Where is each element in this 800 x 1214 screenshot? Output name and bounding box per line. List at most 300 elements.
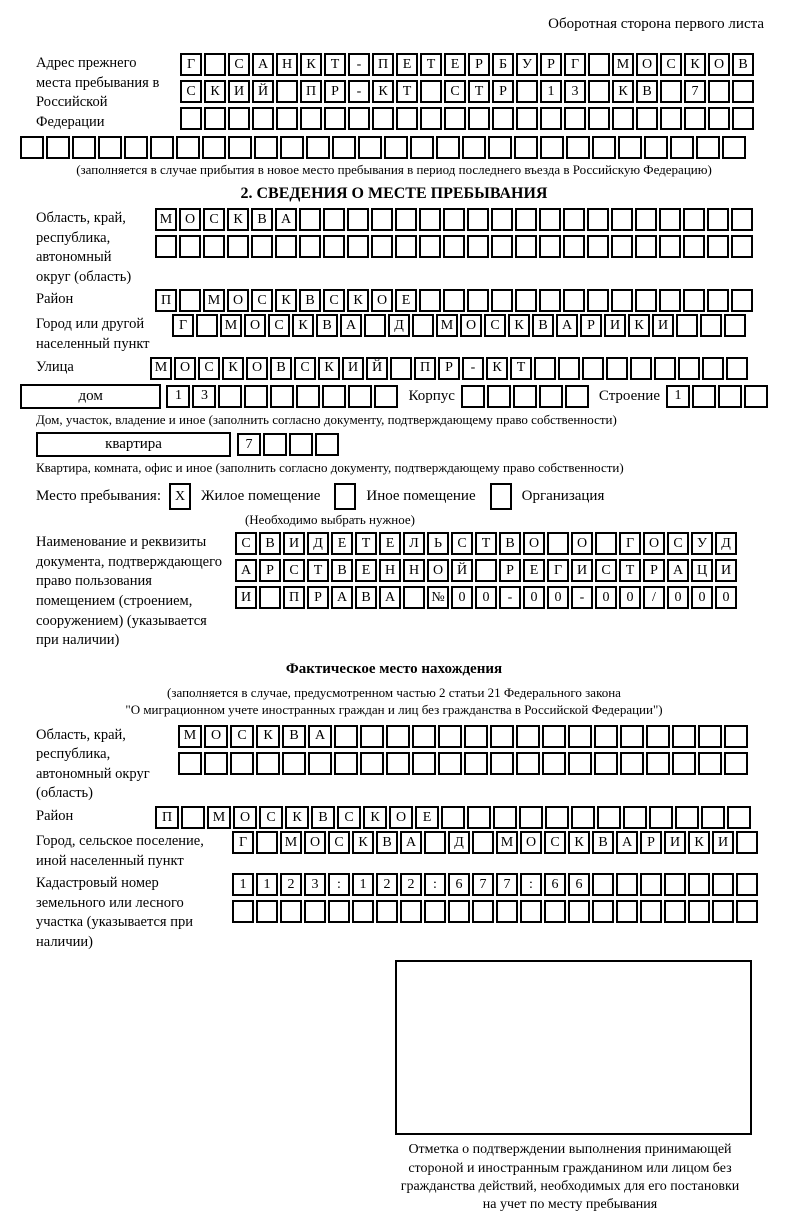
char-cell[interactable]: [308, 752, 332, 775]
char-cell[interactable]: К: [684, 53, 706, 76]
char-cell[interactable]: [702, 357, 724, 380]
char-cell[interactable]: С: [660, 53, 682, 76]
char-cell[interactable]: [289, 433, 313, 456]
char-cell[interactable]: А: [556, 314, 578, 337]
char-cell[interactable]: [20, 136, 44, 159]
char-cell[interactable]: [516, 80, 538, 103]
char-cell[interactable]: [244, 385, 268, 408]
char-cell[interactable]: Р: [643, 559, 665, 582]
char-cell[interactable]: [150, 136, 174, 159]
char-cell[interactable]: П: [372, 53, 394, 76]
char-cell[interactable]: [571, 806, 595, 829]
char-cell[interactable]: М: [280, 831, 302, 854]
char-cell[interactable]: [467, 235, 489, 258]
char-cell[interactable]: 0: [547, 586, 569, 609]
char-cell[interactable]: [412, 752, 436, 775]
char-cell[interactable]: С: [230, 725, 254, 748]
char-cell[interactable]: [390, 357, 412, 380]
char-cell[interactable]: [659, 289, 681, 312]
char-cell[interactable]: С: [180, 80, 202, 103]
char-cell[interactable]: [736, 900, 758, 923]
char-cell[interactable]: [396, 107, 418, 130]
char-cell[interactable]: О: [523, 532, 545, 555]
char-cell[interactable]: -: [499, 586, 521, 609]
char-cell[interactable]: [539, 208, 561, 231]
char-cell[interactable]: [660, 107, 682, 130]
char-cell[interactable]: [348, 385, 372, 408]
char-cell[interactable]: [542, 725, 566, 748]
char-cell[interactable]: К: [486, 357, 508, 380]
char-cell[interactable]: С: [268, 314, 290, 337]
char-cell[interactable]: [180, 107, 202, 130]
char-cell[interactable]: Г: [547, 559, 569, 582]
char-cell[interactable]: [176, 136, 200, 159]
char-cell[interactable]: В: [355, 586, 377, 609]
char-cell[interactable]: К: [568, 831, 590, 854]
char-cell[interactable]: Р: [492, 80, 514, 103]
char-cell[interactable]: 2: [280, 873, 302, 896]
char-cell[interactable]: 2: [376, 873, 398, 896]
char-cell[interactable]: 0: [523, 586, 545, 609]
char-cell[interactable]: Г: [172, 314, 194, 337]
char-cell[interactable]: К: [275, 289, 297, 312]
char-cell[interactable]: [395, 235, 417, 258]
char-cell[interactable]: [675, 806, 699, 829]
char-cell[interactable]: К: [227, 208, 249, 231]
char-cell[interactable]: [616, 900, 638, 923]
char-cell[interactable]: [299, 208, 321, 231]
char-cell[interactable]: [611, 289, 633, 312]
char-cell[interactable]: [323, 208, 345, 231]
char-cell[interactable]: [490, 725, 514, 748]
char-cell[interactable]: [718, 385, 742, 408]
char-cell[interactable]: [587, 235, 609, 258]
char-cell[interactable]: [300, 107, 322, 130]
char-cell[interactable]: К: [688, 831, 710, 854]
char-cell[interactable]: [731, 235, 753, 258]
char-cell[interactable]: К: [285, 806, 309, 829]
char-cell[interactable]: В: [532, 314, 554, 337]
char-cell[interactable]: [515, 235, 537, 258]
char-cell[interactable]: [467, 208, 489, 231]
char-cell[interactable]: Т: [355, 532, 377, 555]
char-cell[interactable]: 7: [684, 80, 706, 103]
char-cell[interactable]: Р: [324, 80, 346, 103]
char-cell[interactable]: П: [155, 806, 179, 829]
char-cell[interactable]: [263, 433, 287, 456]
char-cell[interactable]: Р: [468, 53, 490, 76]
char-cell[interactable]: :: [424, 873, 446, 896]
char-cell[interactable]: [649, 806, 673, 829]
char-cell[interactable]: [664, 900, 686, 923]
char-cell[interactable]: О: [227, 289, 249, 312]
char-cell[interactable]: [566, 136, 590, 159]
char-cell[interactable]: [475, 559, 497, 582]
char-cell[interactable]: [635, 235, 657, 258]
char-cell[interactable]: М: [436, 314, 458, 337]
char-cell[interactable]: [692, 385, 716, 408]
char-cell[interactable]: О: [233, 806, 257, 829]
char-cell[interactable]: [259, 586, 281, 609]
char-cell[interactable]: [594, 725, 618, 748]
char-cell[interactable]: С: [667, 532, 689, 555]
char-cell[interactable]: М: [496, 831, 518, 854]
char-cell[interactable]: [635, 289, 657, 312]
char-cell[interactable]: Н: [403, 559, 425, 582]
char-cell[interactable]: [488, 136, 512, 159]
char-cell[interactable]: [514, 136, 538, 159]
char-cell[interactable]: [306, 136, 330, 159]
char-cell[interactable]: С: [323, 289, 345, 312]
char-cell[interactable]: [332, 136, 356, 159]
char-cell[interactable]: К: [628, 314, 650, 337]
char-cell[interactable]: Г: [180, 53, 202, 76]
char-cell[interactable]: И: [715, 559, 737, 582]
char-cell[interactable]: [588, 80, 610, 103]
char-cell[interactable]: [540, 107, 562, 130]
char-cell[interactable]: [712, 873, 734, 896]
char-cell[interactable]: М: [150, 357, 172, 380]
char-cell[interactable]: О: [708, 53, 730, 76]
char-cell[interactable]: [732, 80, 754, 103]
char-cell[interactable]: К: [347, 289, 369, 312]
char-cell[interactable]: [179, 289, 201, 312]
char-cell[interactable]: [635, 208, 657, 231]
char-cell[interactable]: [72, 136, 96, 159]
char-cell[interactable]: В: [499, 532, 521, 555]
char-cell[interactable]: [251, 235, 273, 258]
char-cell[interactable]: С: [595, 559, 617, 582]
char-cell[interactable]: [376, 900, 398, 923]
char-cell[interactable]: С: [235, 532, 257, 555]
char-cell[interactable]: [660, 80, 682, 103]
char-cell[interactable]: [270, 385, 294, 408]
char-cell[interactable]: [568, 900, 590, 923]
char-cell[interactable]: [467, 806, 491, 829]
char-cell[interactable]: В: [331, 559, 353, 582]
char-cell[interactable]: [490, 752, 514, 775]
char-cell[interactable]: [256, 831, 278, 854]
char-cell[interactable]: [204, 53, 226, 76]
char-cell[interactable]: Т: [420, 53, 442, 76]
char-cell[interactable]: В: [311, 806, 335, 829]
char-cell[interactable]: У: [516, 53, 538, 76]
char-cell[interactable]: [410, 136, 434, 159]
char-cell[interactable]: [539, 235, 561, 258]
char-cell[interactable]: И: [235, 586, 257, 609]
char-cell[interactable]: [276, 80, 298, 103]
char-cell[interactable]: Ц: [691, 559, 713, 582]
char-cell[interactable]: [664, 873, 686, 896]
char-cell[interactable]: В: [636, 80, 658, 103]
char-cell[interactable]: [726, 357, 748, 380]
char-cell[interactable]: [696, 136, 720, 159]
char-cell[interactable]: [683, 208, 705, 231]
char-cell[interactable]: [698, 725, 722, 748]
char-cell[interactable]: 1: [256, 873, 278, 896]
char-cell[interactable]: [443, 235, 465, 258]
char-cell[interactable]: [594, 752, 618, 775]
char-cell[interactable]: И: [652, 314, 674, 337]
char-cell[interactable]: А: [616, 831, 638, 854]
char-cell[interactable]: [443, 289, 465, 312]
char-cell[interactable]: [436, 136, 460, 159]
char-cell[interactable]: [328, 900, 350, 923]
char-cell[interactable]: С: [283, 559, 305, 582]
char-cell[interactable]: У: [691, 532, 713, 555]
char-cell[interactable]: [299, 235, 321, 258]
char-cell[interactable]: [564, 107, 586, 130]
char-cell[interactable]: [568, 725, 592, 748]
char-cell[interactable]: [611, 208, 633, 231]
char-cell[interactable]: К: [372, 80, 394, 103]
char-cell[interactable]: 7: [496, 873, 518, 896]
char-cell[interactable]: [443, 208, 465, 231]
char-cell[interactable]: А: [252, 53, 274, 76]
char-cell[interactable]: [400, 900, 422, 923]
char-cell[interactable]: [334, 752, 358, 775]
char-cell[interactable]: Т: [396, 80, 418, 103]
char-cell[interactable]: И: [342, 357, 364, 380]
char-cell[interactable]: Р: [640, 831, 662, 854]
char-cell[interactable]: Е: [523, 559, 545, 582]
char-cell[interactable]: [539, 289, 561, 312]
char-cell[interactable]: [688, 873, 710, 896]
char-cell[interactable]: И: [604, 314, 626, 337]
char-cell[interactable]: П: [414, 357, 436, 380]
other-premises-checkbox[interactable]: [334, 483, 356, 510]
char-cell[interactable]: [493, 806, 517, 829]
char-cell[interactable]: М: [612, 53, 634, 76]
char-cell[interactable]: К: [612, 80, 634, 103]
char-cell[interactable]: [568, 752, 592, 775]
char-cell[interactable]: А: [340, 314, 362, 337]
char-cell[interactable]: Р: [499, 559, 521, 582]
char-cell[interactable]: /: [643, 586, 665, 609]
char-cell[interactable]: Т: [475, 532, 497, 555]
char-cell[interactable]: И: [228, 80, 250, 103]
char-cell[interactable]: 0: [691, 586, 713, 609]
char-cell[interactable]: А: [275, 208, 297, 231]
char-cell[interactable]: [228, 136, 252, 159]
char-cell[interactable]: Р: [307, 586, 329, 609]
char-cell[interactable]: А: [667, 559, 689, 582]
char-cell[interactable]: -: [348, 53, 370, 76]
char-cell[interactable]: -: [348, 80, 370, 103]
char-cell[interactable]: [464, 752, 488, 775]
char-cell[interactable]: [563, 235, 585, 258]
char-cell[interactable]: И: [571, 559, 593, 582]
char-cell[interactable]: [712, 900, 734, 923]
char-cell[interactable]: [280, 136, 304, 159]
char-cell[interactable]: [736, 831, 758, 854]
char-cell[interactable]: К: [318, 357, 340, 380]
char-cell[interactable]: [516, 725, 540, 748]
char-cell[interactable]: [700, 314, 722, 337]
char-cell[interactable]: О: [389, 806, 413, 829]
char-cell[interactable]: О: [246, 357, 268, 380]
char-cell[interactable]: 1: [540, 80, 562, 103]
char-cell[interactable]: 0: [619, 586, 641, 609]
char-cell[interactable]: [46, 136, 70, 159]
char-cell[interactable]: [155, 235, 177, 258]
char-cell[interactable]: [462, 136, 486, 159]
char-cell[interactable]: [334, 725, 358, 748]
char-cell[interactable]: -: [571, 586, 593, 609]
char-cell[interactable]: [252, 107, 274, 130]
char-cell[interactable]: [491, 208, 513, 231]
char-cell[interactable]: С: [484, 314, 506, 337]
char-cell[interactable]: С: [203, 208, 225, 231]
char-cell[interactable]: [565, 385, 589, 408]
char-cell[interactable]: [708, 107, 730, 130]
char-cell[interactable]: [202, 136, 226, 159]
char-cell[interactable]: [707, 208, 729, 231]
char-cell[interactable]: К: [363, 806, 387, 829]
char-cell[interactable]: И: [664, 831, 686, 854]
char-cell[interactable]: Д: [715, 532, 737, 555]
char-cell[interactable]: [515, 289, 537, 312]
char-cell[interactable]: [563, 208, 585, 231]
char-cell[interactable]: [230, 752, 254, 775]
char-cell[interactable]: [227, 235, 249, 258]
char-cell[interactable]: Р: [540, 53, 562, 76]
char-cell[interactable]: [724, 752, 748, 775]
char-cell[interactable]: 6: [544, 873, 566, 896]
char-cell[interactable]: Д: [448, 831, 470, 854]
char-cell[interactable]: [360, 752, 384, 775]
char-cell[interactable]: С: [337, 806, 361, 829]
char-cell[interactable]: [181, 806, 205, 829]
char-cell[interactable]: Е: [379, 532, 401, 555]
char-cell[interactable]: [539, 385, 563, 408]
char-cell[interactable]: М: [203, 289, 225, 312]
char-cell[interactable]: О: [244, 314, 266, 337]
char-cell[interactable]: [372, 107, 394, 130]
char-cell[interactable]: В: [259, 532, 281, 555]
char-cell[interactable]: [544, 900, 566, 923]
char-cell[interactable]: Ь: [427, 532, 449, 555]
char-cell[interactable]: [178, 752, 202, 775]
residential-checkbox[interactable]: X: [169, 483, 191, 510]
char-cell[interactable]: К: [222, 357, 244, 380]
char-cell[interactable]: О: [427, 559, 449, 582]
char-cell[interactable]: [256, 900, 278, 923]
char-cell[interactable]: В: [299, 289, 321, 312]
char-cell[interactable]: А: [400, 831, 422, 854]
char-cell[interactable]: О: [204, 725, 228, 748]
char-cell[interactable]: О: [460, 314, 482, 337]
char-cell[interactable]: [545, 806, 569, 829]
char-cell[interactable]: [731, 289, 753, 312]
char-cell[interactable]: [347, 208, 369, 231]
char-cell[interactable]: [683, 235, 705, 258]
char-cell[interactable]: С: [544, 831, 566, 854]
char-cell[interactable]: [587, 208, 609, 231]
char-cell[interactable]: [736, 873, 758, 896]
char-cell[interactable]: Б: [492, 53, 514, 76]
char-cell[interactable]: И: [283, 532, 305, 555]
char-cell[interactable]: С: [198, 357, 220, 380]
char-cell[interactable]: [347, 235, 369, 258]
char-cell[interactable]: К: [256, 725, 280, 748]
char-cell[interactable]: [441, 806, 465, 829]
char-cell[interactable]: [98, 136, 122, 159]
char-cell[interactable]: [516, 752, 540, 775]
char-cell[interactable]: [315, 433, 339, 456]
char-cell[interactable]: Г: [619, 532, 641, 555]
char-cell[interactable]: Д: [388, 314, 410, 337]
char-cell[interactable]: 1: [232, 873, 254, 896]
char-cell[interactable]: [620, 752, 644, 775]
char-cell[interactable]: [542, 752, 566, 775]
char-cell[interactable]: Р: [438, 357, 460, 380]
char-cell[interactable]: [403, 586, 425, 609]
char-cell[interactable]: И: [712, 831, 734, 854]
char-cell[interactable]: [636, 107, 658, 130]
char-cell[interactable]: Т: [307, 559, 329, 582]
char-cell[interactable]: [606, 357, 628, 380]
char-cell[interactable]: 3: [192, 385, 216, 408]
char-cell[interactable]: Й: [252, 80, 274, 103]
char-cell[interactable]: [487, 385, 511, 408]
char-cell[interactable]: [612, 107, 634, 130]
char-cell[interactable]: С: [251, 289, 273, 312]
char-cell[interactable]: Е: [395, 289, 417, 312]
char-cell[interactable]: [228, 107, 250, 130]
char-cell[interactable]: С: [259, 806, 283, 829]
char-cell[interactable]: [519, 806, 543, 829]
char-cell[interactable]: [412, 725, 436, 748]
char-cell[interactable]: [218, 385, 242, 408]
char-cell[interactable]: [491, 289, 513, 312]
char-cell[interactable]: К: [204, 80, 226, 103]
char-cell[interactable]: В: [282, 725, 306, 748]
char-cell[interactable]: [386, 725, 410, 748]
char-cell[interactable]: О: [636, 53, 658, 76]
char-cell[interactable]: Е: [415, 806, 439, 829]
char-cell[interactable]: [374, 385, 398, 408]
char-cell[interactable]: [424, 900, 446, 923]
char-cell[interactable]: [630, 357, 652, 380]
char-cell[interactable]: 0: [715, 586, 737, 609]
char-cell[interactable]: В: [376, 831, 398, 854]
char-cell[interactable]: [623, 806, 647, 829]
organization-checkbox[interactable]: [490, 483, 512, 510]
char-cell[interactable]: [640, 900, 662, 923]
char-cell[interactable]: [280, 900, 302, 923]
char-cell[interactable]: [232, 900, 254, 923]
char-cell[interactable]: [419, 208, 441, 231]
char-cell[interactable]: К: [352, 831, 374, 854]
char-cell[interactable]: Е: [355, 559, 377, 582]
char-cell[interactable]: 0: [667, 586, 689, 609]
char-cell[interactable]: Т: [468, 80, 490, 103]
char-cell[interactable]: :: [328, 873, 350, 896]
char-cell[interactable]: Е: [331, 532, 353, 555]
char-cell[interactable]: А: [308, 725, 332, 748]
char-cell[interactable]: [386, 752, 410, 775]
char-cell[interactable]: [732, 107, 754, 130]
char-cell[interactable]: Й: [366, 357, 388, 380]
char-cell[interactable]: :: [520, 873, 542, 896]
char-cell[interactable]: №: [427, 586, 449, 609]
char-cell[interactable]: [678, 357, 700, 380]
char-cell[interactable]: [256, 752, 280, 775]
char-cell[interactable]: О: [520, 831, 542, 854]
char-cell[interactable]: [558, 357, 580, 380]
char-cell[interactable]: [438, 752, 462, 775]
